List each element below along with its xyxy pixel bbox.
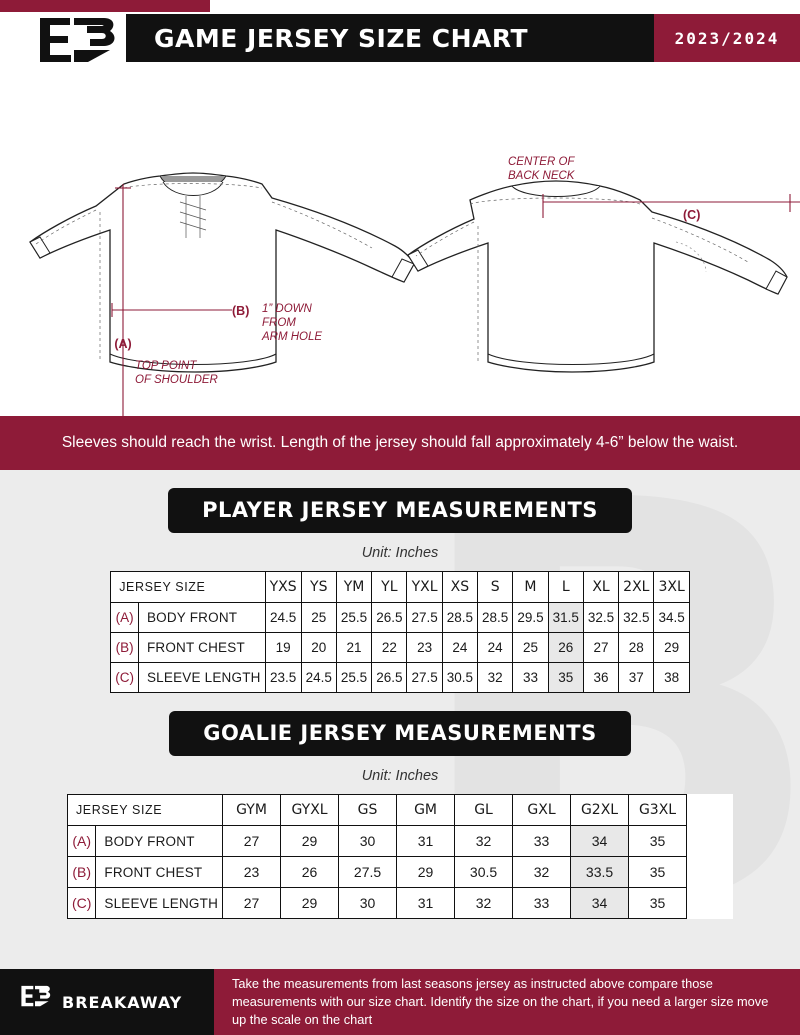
size-header-cell: L xyxy=(548,572,583,603)
cell: 23.5 xyxy=(265,663,301,693)
cell: 28.5 xyxy=(478,603,513,633)
cell: 19 xyxy=(265,633,301,663)
annotation-c-line1: CENTER OF xyxy=(508,156,575,168)
size-header-cell: G3XL xyxy=(629,795,687,826)
cell: 35 xyxy=(548,663,583,693)
row-label: BODY FRONT xyxy=(96,826,223,857)
cell: 26.5 xyxy=(372,663,407,693)
cell: 35 xyxy=(629,826,687,857)
cell: 30.5 xyxy=(455,857,513,888)
cell: 26 xyxy=(548,633,583,663)
cell: 25 xyxy=(301,603,336,633)
cell: 34.5 xyxy=(654,603,689,633)
cell: 31 xyxy=(397,888,455,919)
cell: 29 xyxy=(281,826,339,857)
jersey-size-header: JERSEY SIZE xyxy=(67,795,222,826)
cell: 28 xyxy=(619,633,654,663)
cell: 27 xyxy=(223,888,281,919)
size-header-cell: XL xyxy=(583,572,618,603)
cell: 33 xyxy=(513,826,571,857)
spacer-cell xyxy=(687,795,733,826)
cell: 38 xyxy=(654,663,689,693)
size-header-cell: G2XL xyxy=(571,795,629,826)
spacer-cell xyxy=(687,857,733,888)
table-header-row xyxy=(111,572,690,603)
page-title: GAME JERSEY SIZE CHART xyxy=(154,23,529,53)
table-row xyxy=(111,603,690,633)
row-tag: (B) xyxy=(67,857,95,888)
goalie-measurements-table xyxy=(67,794,733,919)
size-header-cell: GS xyxy=(339,795,397,826)
table-row xyxy=(67,888,732,919)
cell: 24.5 xyxy=(301,663,336,693)
cell: 29.5 xyxy=(513,603,548,633)
table-row xyxy=(111,633,690,663)
annotation-b-line3: ARM HOLE xyxy=(262,331,323,343)
spacer-cell xyxy=(687,826,733,857)
header-accent-bar xyxy=(0,0,210,12)
table-row xyxy=(111,663,690,693)
jersey-back-view xyxy=(408,181,787,372)
breakaway-b-logo-icon xyxy=(18,985,52,1019)
breakaway-b-logo-icon xyxy=(30,16,120,64)
player-measurements-table xyxy=(110,571,690,693)
page-footer xyxy=(0,969,800,1035)
row-label: BODY FRONT xyxy=(138,603,265,633)
sizing-note: Sleeves should reach the wrist. Length of the jersey should fall approximately 4-6” below the waist. xyxy=(0,416,800,470)
cell: 34 xyxy=(571,888,629,919)
cell: 21 xyxy=(336,633,371,663)
cell: 23 xyxy=(407,633,442,663)
cell: 27 xyxy=(583,633,618,663)
size-header-cell: YM xyxy=(336,572,371,603)
row-label: FRONT CHEST xyxy=(96,857,223,888)
cell: 32.5 xyxy=(619,603,654,633)
row-label: FRONT CHEST xyxy=(138,633,265,663)
season-badge: 2023/2024 xyxy=(654,14,800,62)
annotation-b-tag: (B) xyxy=(232,304,250,318)
cell: 29 xyxy=(654,633,689,663)
row-label: SLEEVE LENGTH xyxy=(138,663,265,693)
footer-brand-block xyxy=(0,969,214,1035)
cell: 29 xyxy=(281,888,339,919)
size-header-cell: GYM xyxy=(223,795,281,826)
cell: 25.5 xyxy=(336,603,371,633)
size-header-cell: 2XL xyxy=(619,572,654,603)
annotation-a-line1: TOP POINT xyxy=(135,360,197,372)
cell: 37 xyxy=(619,663,654,693)
player-jersey-section xyxy=(0,470,800,693)
cell: 30.5 xyxy=(442,663,477,693)
annotation-a-tag: (A) xyxy=(114,337,132,351)
annotation-b-line2: FROM xyxy=(262,317,296,329)
annotation-c-tag: (C) xyxy=(683,208,701,222)
cell: 27.5 xyxy=(407,663,442,693)
size-header-cell: YXS xyxy=(265,572,301,603)
jersey-diagram xyxy=(0,72,800,416)
cell: 25 xyxy=(513,633,548,663)
cell: 23 xyxy=(223,857,281,888)
cell: 29 xyxy=(397,857,455,888)
cell: 31.5 xyxy=(548,603,583,633)
cell: 35 xyxy=(629,888,687,919)
row-tag: (A) xyxy=(111,603,139,633)
cell: 32.5 xyxy=(583,603,618,633)
size-header-cell: GXL xyxy=(513,795,571,826)
annotation-a-line2: OF SHOULDER xyxy=(135,374,218,386)
size-header-cell: YS xyxy=(301,572,336,603)
spacer-cell xyxy=(687,888,733,919)
cell: 26 xyxy=(281,857,339,888)
size-header-cell: GL xyxy=(455,795,513,826)
goalie-unit-label: Unit: Inches xyxy=(361,768,439,785)
row-tag: (C) xyxy=(111,663,139,693)
size-header-cell: XS xyxy=(442,572,477,603)
size-header-cell: GYXL xyxy=(281,795,339,826)
cell: 36 xyxy=(583,663,618,693)
jersey-front-view xyxy=(30,173,414,372)
cell: 34 xyxy=(571,826,629,857)
cell: 31 xyxy=(397,826,455,857)
cell: 27.5 xyxy=(339,857,397,888)
row-tag: (C) xyxy=(67,888,95,919)
cell: 32 xyxy=(478,663,513,693)
table-row xyxy=(67,826,732,857)
size-header-cell: YXL xyxy=(407,572,442,603)
cell: 28.5 xyxy=(442,603,477,633)
jersey-size-header: JERSEY SIZE xyxy=(111,572,265,603)
row-label: SLEEVE LENGTH xyxy=(96,888,223,919)
cell: 24 xyxy=(442,633,477,663)
player-section-title: PLAYER JERSEY MEASUREMENTS xyxy=(168,488,632,533)
cell: 32 xyxy=(513,857,571,888)
cell: 33 xyxy=(513,663,548,693)
cell: 22 xyxy=(372,633,407,663)
table-row xyxy=(67,857,732,888)
size-header-cell: M xyxy=(513,572,548,603)
annotation-c-line2: BACK NECK xyxy=(508,170,575,182)
goalie-section-title: GOALIE JERSEY MEASUREMENTS xyxy=(169,711,630,756)
footer-instructions: Take the measurements from last seasons jersey as instructed above compare those measurements with our size chart. Identify the size on the chart, if you need a larger size move up the scale on the chart xyxy=(214,969,800,1035)
cell: 26.5 xyxy=(372,603,407,633)
size-header-cell: YL xyxy=(372,572,407,603)
cell: 33.5 xyxy=(571,857,629,888)
cell: 33 xyxy=(513,888,571,919)
row-tag: (A) xyxy=(67,826,95,857)
goalie-jersey-section xyxy=(0,693,800,919)
footer-brand-name: BREAKAWAY xyxy=(62,992,183,1012)
cell: 27 xyxy=(223,826,281,857)
cell: 20 xyxy=(301,633,336,663)
page-header xyxy=(0,0,800,72)
cell: 32 xyxy=(455,826,513,857)
table-header-row xyxy=(67,795,732,826)
size-header-cell: GM xyxy=(397,795,455,826)
cell: 30 xyxy=(339,888,397,919)
size-header-cell: S xyxy=(478,572,513,603)
cell: 25.5 xyxy=(336,663,371,693)
cell: 24 xyxy=(478,633,513,663)
annotation-b-line1: 1” DOWN xyxy=(262,303,312,315)
cell: 24.5 xyxy=(265,603,301,633)
cell: 27.5 xyxy=(407,603,442,633)
player-unit-label: Unit: Inches xyxy=(361,545,439,562)
cell: 30 xyxy=(339,826,397,857)
row-tag: (B) xyxy=(111,633,139,663)
cell: 32 xyxy=(455,888,513,919)
cell: 35 xyxy=(629,857,687,888)
size-header-cell: 3XL xyxy=(654,572,689,603)
